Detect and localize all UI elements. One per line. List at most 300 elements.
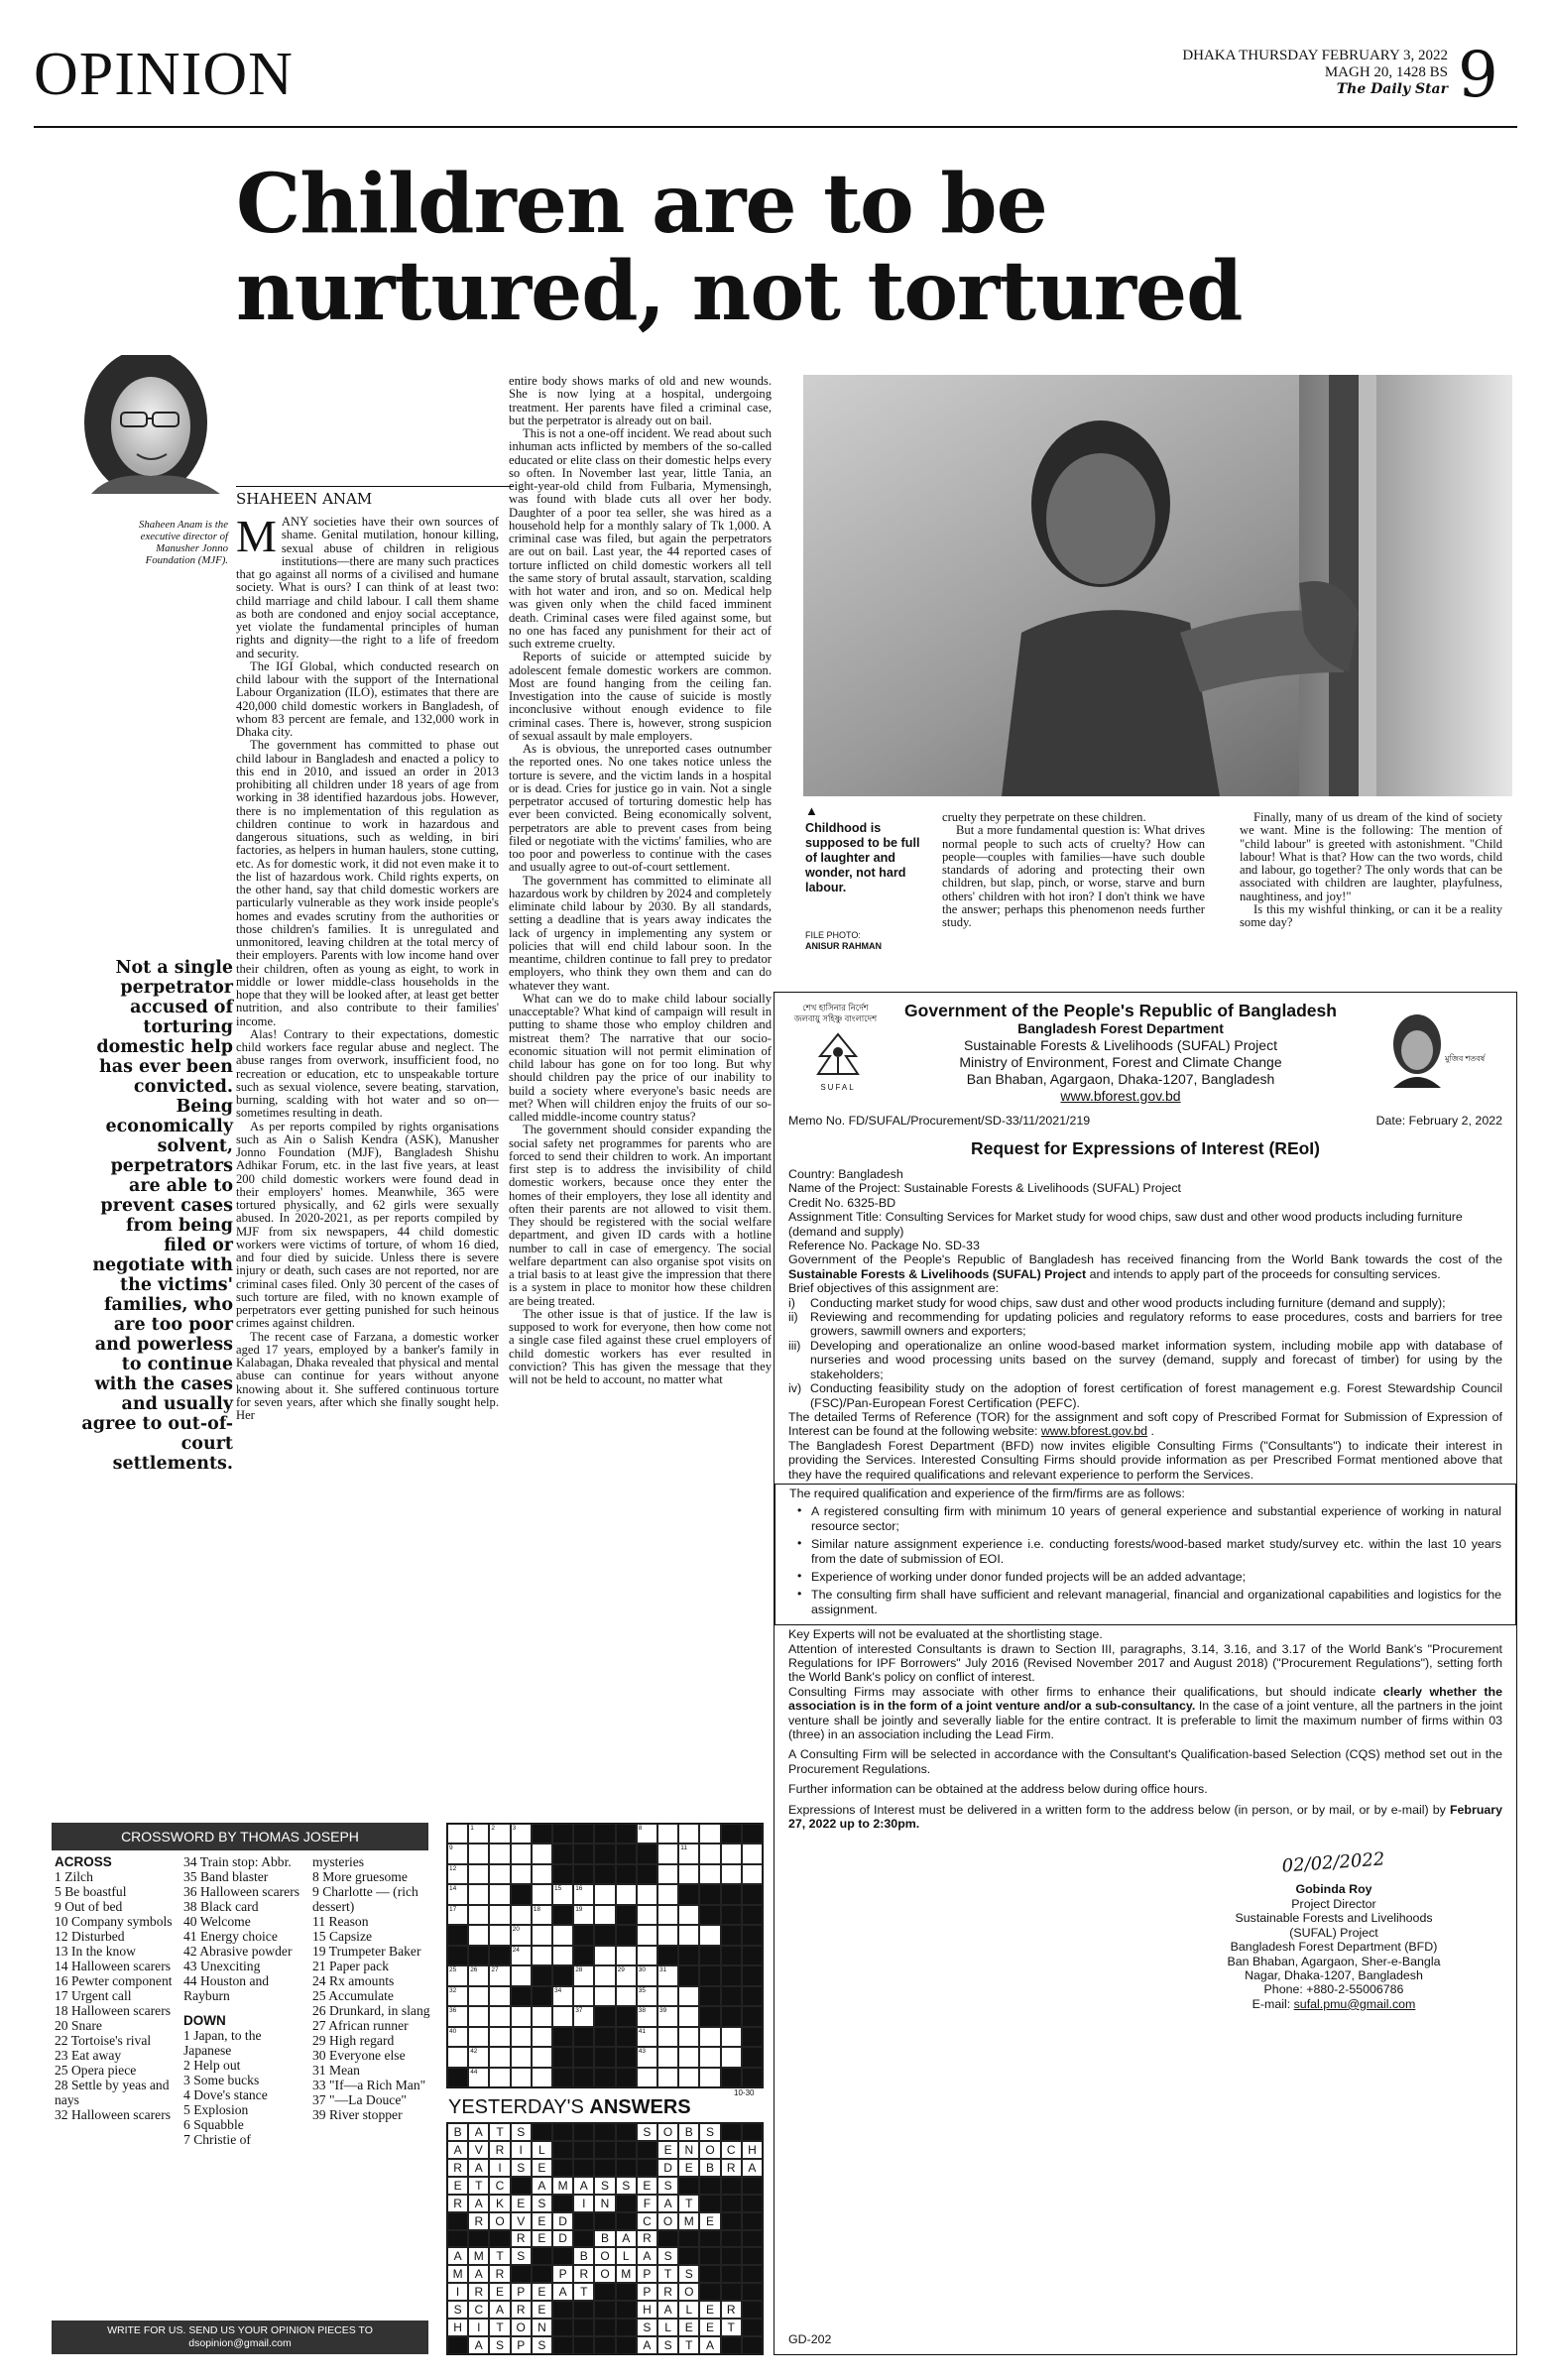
crossword-cell[interactable] bbox=[552, 1986, 573, 2006]
crossword-cell-number: 39 bbox=[659, 2007, 667, 2015]
dateline-bengali-date: MAGH 20, 1428 BS bbox=[1324, 64, 1448, 80]
answer-black-cell bbox=[742, 2319, 763, 2336]
answers-title-bold: ANSWERS bbox=[589, 2096, 691, 2118]
crossword-cell[interactable] bbox=[532, 2068, 552, 2087]
crossword-cell-number: 31 bbox=[659, 1966, 667, 1974]
answer-cell: I bbox=[468, 2319, 489, 2336]
crossword-black-cell bbox=[552, 2047, 573, 2067]
crossword-black-cell bbox=[742, 1824, 763, 1844]
crossword-black-cell bbox=[721, 2068, 742, 2087]
crossword-cell-number: 28 bbox=[575, 1966, 583, 1974]
answer-cell: D bbox=[552, 2230, 573, 2248]
author-bio: Shaheen Anam is the executive director of Manusher Jonno Foundation (MJF). bbox=[138, 519, 228, 566]
ad-objective bbox=[788, 1381, 1502, 1410]
answer-cell: R bbox=[468, 2212, 489, 2230]
answer-cell: V bbox=[511, 2212, 532, 2230]
crossword-cell[interactable] bbox=[532, 2047, 552, 2067]
qualifications-box bbox=[775, 1484, 1516, 1625]
signer-email-link[interactable]: sufal.pmu@gmail.com bbox=[1293, 1996, 1416, 2011]
article-paragraph: But a more fundamental question is: What drives normal people to such acts of cruelty? How can people—couples with families—have such double standards of adoring and protecting their own children, but slap, pinch, or worse, starve and burn others' children with hot iron? I don't think we have the answer; perhaps this phenomenon needs further study. bbox=[942, 823, 1205, 929]
crossword-cell[interactable] bbox=[678, 1824, 699, 1844]
crossword-cell[interactable] bbox=[657, 2068, 678, 2087]
answer-cell: P bbox=[511, 2336, 532, 2354]
answers-title-light: YESTERDAY'S bbox=[448, 2096, 590, 2118]
crossword-black-cell bbox=[721, 1905, 742, 1925]
crossword-cell[interactable] bbox=[532, 1905, 552, 1925]
answer-black-cell bbox=[742, 2265, 763, 2283]
crossword-cell[interactable] bbox=[657, 1884, 678, 1904]
crossword-cell[interactable] bbox=[594, 1905, 615, 1925]
answer-black-cell bbox=[699, 2195, 720, 2212]
crossword-cell[interactable] bbox=[489, 2068, 510, 2087]
article-paragraph: This is not a one-off incident. We read about such inhuman acts inflicted by members of the so-called educated or elite class on their domestic helps every so often. In November last year, little Tania, an eight-year-old child from Fulbaria, Mymensingh, was found with blade cuts all over her body. Daughter of a poor tea seller, she was hired as a household help for a monthly salary of Tk 1,000. A criminal case was filed, but again the perpetrators are out on bail. Last year, the 44 reported cases of torture inflicted on child domestic workers all tell the same story of brutal assault, starvation, scalding with hot water and iron, and so on. Medical help was given only when the child faced imminent death. Criminal cases were filed against some, but no one has faced any punishment for their act of such extreme cruelty. bbox=[509, 426, 772, 651]
crossword-cell-number: 11 bbox=[680, 1844, 687, 1852]
crossword-cell-number: 32 bbox=[449, 1986, 457, 1994]
crossword-cell[interactable] bbox=[678, 1925, 699, 1945]
crossword-cell[interactable] bbox=[699, 1824, 720, 1844]
crossword-cell[interactable] bbox=[468, 2006, 489, 2026]
crossword-clues-col2 bbox=[183, 1854, 302, 2147]
crossword-cell[interactable] bbox=[489, 1824, 510, 1844]
crossword-black-cell bbox=[594, 2006, 615, 2026]
crossword-cell[interactable] bbox=[678, 1844, 699, 1863]
answer-cell: A bbox=[447, 2247, 468, 2265]
crossword-cell[interactable] bbox=[678, 1986, 699, 2006]
crossword-cell-number: 16 bbox=[575, 1885, 583, 1893]
answer-cell: S bbox=[657, 2177, 678, 2195]
crossword-black-cell bbox=[594, 1925, 615, 1945]
answer-black-cell bbox=[678, 2177, 699, 2195]
crossword-clue: 24 Rx amounts bbox=[312, 1973, 395, 1988]
pull-quote: Not a single perpetrator accused of torturing domestic help has ever been convicted. Being economically solvent, perpetrators are able to prevent cases from being filed or negotiate with the victims' families, who are too poor and powerless to continue with the cases and usually agree to out-of-court settlements. bbox=[81, 958, 233, 1474]
answer-cell: S bbox=[511, 2247, 532, 2265]
crossword-clue: 16 Pewter component bbox=[55, 1973, 173, 1988]
across-heading: ACROSS bbox=[55, 1854, 112, 1869]
crossword-cell[interactable] bbox=[678, 2068, 699, 2087]
ad-website-link[interactable]: www.bforest.gov.bd bbox=[1060, 1088, 1181, 1104]
crossword-cell[interactable] bbox=[552, 1884, 573, 1904]
answer-cell: S bbox=[699, 2123, 720, 2141]
answer-cell: S bbox=[594, 2177, 615, 2195]
crossword-cell-number: 3 bbox=[512, 1825, 517, 1832]
crossword-cell[interactable] bbox=[699, 1864, 720, 1884]
crossword-cell[interactable] bbox=[468, 1965, 489, 1985]
answer-cell: S bbox=[489, 2336, 510, 2354]
article-paragraph: The government should consider expanding the social safety net programmes for parents who are forced to send their children to work. An important first step is to address the invisibility of child domestic workers, because once they enter the homes of their employers, they lose all identity and often their parents are not allowed to visit them. They should be registered with the social welfare department, and given ID cards with a hotline number to call in case of emergency. The social welfare department can also organise spot visits on a trial basis to at least give the impression that there is a system in place to monitor how these children are being treated. bbox=[509, 1123, 772, 1308]
answer-cell: B bbox=[594, 2230, 615, 2248]
ad-objective-text: Conducting market study for wood chips, saw dust and other wood products including furniture (demand and supply); bbox=[810, 1295, 1446, 1310]
crossword-cell[interactable] bbox=[573, 1965, 594, 1985]
crossword-black-cell bbox=[489, 1946, 510, 1965]
crossword-cell[interactable] bbox=[532, 2027, 552, 2047]
clue-list-4 bbox=[312, 1854, 431, 2122]
crossword-clue: 28 Settle by yeas and nays bbox=[55, 2078, 170, 2107]
crossword-cell[interactable] bbox=[447, 1824, 468, 1844]
crossword-cell[interactable] bbox=[594, 1946, 615, 1965]
crossword-clue: 20 Snare bbox=[55, 2018, 102, 2033]
crossword-black-cell bbox=[699, 1884, 720, 1904]
answer-cell: A bbox=[637, 2247, 657, 2265]
crossword-cell-number: 34 bbox=[554, 1986, 562, 1994]
answer-black-cell bbox=[594, 2159, 615, 2177]
crossword-cell[interactable] bbox=[678, 1864, 699, 1884]
crossword-cell[interactable] bbox=[637, 1946, 657, 1965]
crossword-cell[interactable] bbox=[532, 1884, 552, 1904]
crossword-black-cell bbox=[616, 2047, 637, 2067]
crossword-cell-number: 27 bbox=[491, 1966, 499, 1974]
answer-black-cell bbox=[678, 2247, 699, 2265]
crossword-cell[interactable] bbox=[511, 1946, 532, 1965]
answer-cell: R bbox=[511, 2301, 532, 2319]
crossword-black-cell bbox=[552, 1965, 573, 1985]
answer-cell: A bbox=[489, 2301, 510, 2319]
crossword-cell[interactable] bbox=[489, 2006, 510, 2026]
crossword-cell[interactable] bbox=[447, 2006, 468, 2026]
answer-cell: A bbox=[468, 2265, 489, 2283]
answer-black-cell bbox=[594, 2212, 615, 2230]
crossword-cell[interactable] bbox=[511, 1925, 532, 1945]
crossword-black-cell bbox=[721, 1986, 742, 2006]
crossword-cell[interactable] bbox=[468, 1925, 489, 1945]
crossword-cell[interactable] bbox=[489, 1864, 510, 1884]
ad-qual-item: • The consulting firm shall have sufficient and relevant managerial, financial and organizational capabilities and logistics for the assignment. bbox=[789, 1588, 1501, 1616]
crossword-cell[interactable] bbox=[699, 1925, 720, 1945]
crossword-cell[interactable] bbox=[657, 1864, 678, 1884]
answer-black-cell bbox=[532, 2123, 552, 2141]
crossword-cell[interactable] bbox=[637, 1884, 657, 1904]
answer-black-cell bbox=[573, 2141, 594, 2159]
crossword-cell[interactable] bbox=[721, 1864, 742, 1884]
answer-cell: V bbox=[468, 2141, 489, 2159]
answer-black-cell bbox=[573, 2319, 594, 2336]
crossword-cell[interactable] bbox=[489, 1986, 510, 2006]
crossword-clue: 4 Dove's stance bbox=[183, 2087, 268, 2102]
byline: SHAHEEN ANAM bbox=[236, 490, 373, 508]
ad-line: Reference No. Package No. SD-33 bbox=[788, 1239, 980, 1253]
article-paragraph: cruelty they perpetrate on these children. bbox=[942, 811, 1146, 824]
answer-black-cell bbox=[511, 2265, 532, 2283]
crossword-cell[interactable] bbox=[552, 2006, 573, 2026]
crossword-cell[interactable] bbox=[511, 1824, 532, 1844]
answer-cell: I bbox=[573, 2195, 594, 2212]
crossword-cell[interactable] bbox=[594, 1986, 615, 2006]
dateline bbox=[1071, 48, 1448, 98]
crossword-cell[interactable] bbox=[616, 1884, 637, 1904]
answer-black-cell bbox=[616, 2283, 637, 2301]
crossword-cell[interactable] bbox=[447, 2047, 468, 2067]
down-heading: DOWN bbox=[183, 2013, 226, 2028]
mujib-logo-text: মুজিব শতবর্ষ bbox=[1445, 1054, 1486, 1063]
crossword-cell[interactable] bbox=[637, 1824, 657, 1844]
crossword-cell[interactable] bbox=[657, 2006, 678, 2026]
answer-black-cell bbox=[552, 2319, 573, 2336]
crossword-cell[interactable] bbox=[699, 1844, 720, 1863]
answer-black-cell bbox=[721, 2247, 742, 2265]
crossword-cell[interactable] bbox=[468, 1844, 489, 1863]
crossword-cell[interactable] bbox=[511, 2006, 532, 2026]
crossword-black-cell bbox=[637, 1864, 657, 1884]
reoi-advertisement bbox=[774, 992, 1517, 2355]
crossword-black-cell bbox=[552, 1864, 573, 1884]
signer-line: Bangladesh Forest Department (BFD) bbox=[1230, 1940, 1438, 1955]
answer-cell: E bbox=[637, 2177, 657, 2195]
crossword-clue: 12 Disturbed bbox=[55, 1929, 125, 1944]
crossword-cell[interactable] bbox=[573, 1986, 594, 2006]
crossword-cell[interactable] bbox=[468, 2027, 489, 2047]
answer-black-cell bbox=[742, 2283, 763, 2301]
answer-cell: T bbox=[489, 2319, 510, 2336]
crossword-cell[interactable] bbox=[532, 2006, 552, 2026]
ad-objective-num: iii) bbox=[788, 1338, 801, 1353]
answer-cell: T bbox=[678, 2195, 699, 2212]
signer-line: Ban Bhaban, Agargaon, Sher-e-Bangla bbox=[1227, 1954, 1441, 1968]
answer-cell: N bbox=[594, 2195, 615, 2212]
crossword-cell[interactable] bbox=[721, 2027, 742, 2047]
signer-line: Sustainable Forests and Livelihoods bbox=[1235, 1911, 1433, 1926]
crossword-cell[interactable] bbox=[489, 1844, 510, 1863]
crossword-black-cell bbox=[742, 2027, 763, 2047]
crossword-clue: 26 Drunkard, in slang bbox=[312, 2003, 430, 2018]
crossword-cell[interactable] bbox=[468, 2047, 489, 2067]
crossword-cell[interactable] bbox=[489, 1884, 510, 1904]
answer-black-cell bbox=[594, 2123, 615, 2141]
crossword-cell[interactable] bbox=[468, 1884, 489, 1904]
photo-credit bbox=[805, 930, 924, 952]
crossword-cell[interactable] bbox=[721, 2047, 742, 2067]
crossword-black-cell bbox=[511, 1884, 532, 1904]
crossword-clue: 38 Black card bbox=[183, 1899, 259, 1914]
crossword-cell[interactable] bbox=[637, 1925, 657, 1945]
crossword-clue: 5 Be boastful bbox=[55, 1884, 127, 1899]
crossword-footer-email[interactable]: dsopinion@gmail.com bbox=[188, 2337, 292, 2349]
crossword-cell[interactable] bbox=[447, 1884, 468, 1904]
ad-tor-link[interactable]: www.bforest.gov.bd bbox=[1040, 1424, 1148, 1439]
crossword-black-cell bbox=[616, 1844, 637, 1863]
answer-cell: C bbox=[468, 2301, 489, 2319]
crossword-cell[interactable] bbox=[637, 1986, 657, 2006]
answer-cell: S bbox=[657, 2247, 678, 2265]
crossword-black-cell bbox=[573, 1844, 594, 1863]
answer-black-cell bbox=[657, 2230, 678, 2248]
crossword-cell[interactable] bbox=[511, 2027, 532, 2047]
crossword-black-cell bbox=[594, 1844, 615, 1863]
crossword-cell[interactable] bbox=[468, 1864, 489, 1884]
crossword-clue: 22 Tortoise's rival bbox=[55, 2033, 152, 2048]
answer-cell: A bbox=[468, 2123, 489, 2141]
ad-ministry: Ministry of Environment, Forest and Climate Change bbox=[959, 1054, 1282, 1070]
crossword-cell[interactable] bbox=[637, 1965, 657, 1985]
answer-cell: R bbox=[447, 2159, 468, 2177]
answer-cell: T bbox=[468, 2177, 489, 2195]
crossword-cell[interactable] bbox=[573, 2006, 594, 2026]
crossword-black-cell bbox=[616, 1905, 637, 1925]
crossword-cell[interactable] bbox=[468, 1824, 489, 1844]
crossword-cell[interactable] bbox=[637, 2047, 657, 2067]
crossword-cell[interactable] bbox=[657, 1844, 678, 1863]
crossword-cell[interactable] bbox=[511, 2068, 532, 2087]
crossword-cell-number: 29 bbox=[617, 1966, 625, 1974]
answer-black-cell bbox=[721, 2230, 742, 2248]
ad-code: GD-202 bbox=[788, 2331, 832, 2346]
ad-gov-title: Government of the People's Republic of Bangladesh bbox=[904, 1001, 1337, 1020]
crossword-clue: 19 Trumpeter Baker bbox=[312, 1944, 421, 1959]
crossword-cell[interactable] bbox=[678, 2047, 699, 2067]
crossword-cell-number: 20 bbox=[512, 1926, 520, 1934]
crossword-cell[interactable] bbox=[468, 1986, 489, 2006]
crossword-cell[interactable] bbox=[468, 1905, 489, 1925]
crossword-cell[interactable] bbox=[447, 1905, 468, 1925]
header-rule bbox=[34, 126, 1517, 128]
crossword-cell[interactable] bbox=[532, 1946, 552, 1965]
memo-row bbox=[788, 1114, 1502, 1131]
answer-cell: N bbox=[678, 2141, 699, 2159]
crossword-cell[interactable] bbox=[637, 2027, 657, 2047]
crossword-cell[interactable] bbox=[678, 1905, 699, 1925]
crossword-clue: 31 Mean bbox=[312, 2063, 360, 2078]
answer-black-cell bbox=[447, 2230, 468, 2248]
crossword-cell[interactable] bbox=[447, 2027, 468, 2047]
crossword-cell[interactable] bbox=[489, 2047, 510, 2067]
crossword-cell[interactable] bbox=[699, 2027, 720, 2047]
answer-black-cell bbox=[699, 2283, 720, 2301]
answer-black-cell bbox=[594, 2301, 615, 2319]
answer-cell: E bbox=[489, 2283, 510, 2301]
crossword-clue: 33 "If—a Rich Man" bbox=[312, 2078, 426, 2092]
crossword-cell[interactable] bbox=[489, 2027, 510, 2047]
page-number: 9 bbox=[1458, 39, 1498, 112]
crossword-black-cell bbox=[552, 2027, 573, 2047]
crossword-clue: 23 Eat away bbox=[55, 2048, 122, 2063]
answer-black-cell bbox=[447, 2212, 468, 2230]
crossword-black-cell bbox=[742, 1965, 763, 1985]
crossword-cell[interactable] bbox=[742, 1844, 763, 1863]
answer-cell: M bbox=[468, 2247, 489, 2265]
crossword-cell[interactable] bbox=[532, 1864, 552, 1884]
answer-black-cell bbox=[742, 2230, 763, 2248]
crossword-cell[interactable] bbox=[447, 1844, 468, 1863]
crossword-cell[interactable] bbox=[489, 1905, 510, 1925]
crossword-cell[interactable] bbox=[594, 1884, 615, 1904]
crossword-cell[interactable] bbox=[678, 2027, 699, 2047]
ad-header bbox=[788, 1001, 1502, 1108]
crossword-cell[interactable] bbox=[657, 2027, 678, 2047]
answer-black-cell bbox=[742, 2336, 763, 2354]
ad-dept: Bangladesh Forest Department bbox=[1017, 1020, 1224, 1036]
crossword-cell[interactable] bbox=[468, 2068, 489, 2087]
crossword-cell[interactable] bbox=[637, 2068, 657, 2087]
crossword-clues-col3 bbox=[312, 1854, 431, 2122]
crossword-cell[interactable] bbox=[742, 1864, 763, 1884]
photo-credit-label: FILE PHOTO: bbox=[805, 930, 861, 940]
answer-cell: A bbox=[573, 2177, 594, 2195]
crossword-cell[interactable] bbox=[447, 1986, 468, 2006]
crossword-cell[interactable] bbox=[657, 2047, 678, 2067]
answer-cell: S bbox=[532, 2195, 552, 2212]
crossword-cell[interactable] bbox=[573, 1905, 594, 1925]
crossword-cell[interactable] bbox=[657, 1824, 678, 1844]
crossword-cell-number: 24 bbox=[512, 1946, 520, 1954]
answer-cell: P bbox=[637, 2265, 657, 2283]
answer-cell: E bbox=[447, 2177, 468, 2195]
answer-cell: M bbox=[447, 2265, 468, 2283]
photo-caption: Childhood is supposed to be full of laughter and wonder, not hard labour. bbox=[805, 821, 920, 894]
article-paragraph: The other issue is that of justice. If the law is supposed to work for everyone, then how come not a single case filed against these cruel employers of child domestic workers has ever resulted in conviction? This has given the message that they will not be held to account, no matter what bbox=[509, 1306, 772, 1386]
crossword-cell[interactable] bbox=[616, 1946, 637, 1965]
crossword-black-cell bbox=[447, 1925, 468, 1945]
crossword-cell-number: 18 bbox=[533, 1905, 541, 1913]
dateline-date: DHAKA THURSDAY FEBRUARY 3, 2022 bbox=[1182, 48, 1448, 63]
crossword-clue: 43 Unexciting bbox=[183, 1959, 261, 1973]
crossword-cell[interactable] bbox=[447, 1864, 468, 1884]
article-paragraph: Is this my wishful thinking, or can it be a reality some day? bbox=[1240, 901, 1502, 929]
crossword-cell[interactable] bbox=[489, 1925, 510, 1945]
crossword-cell[interactable] bbox=[657, 1925, 678, 1945]
crossword-cell[interactable] bbox=[552, 1946, 573, 1965]
crossword-cell[interactable] bbox=[637, 1905, 657, 1925]
crossword-clue: 32 Halloween scarers bbox=[55, 2107, 172, 2122]
answer-black-cell bbox=[552, 2195, 573, 2212]
crossword-cell[interactable] bbox=[616, 1986, 637, 2006]
crossword-cell[interactable] bbox=[573, 1884, 594, 1904]
answer-black-cell bbox=[573, 2212, 594, 2230]
crossword-cell[interactable] bbox=[511, 1905, 532, 1925]
crossword-across-clues bbox=[55, 1854, 179, 2122]
crossword-clue: 41 Energy choice bbox=[183, 1929, 278, 1944]
crossword-black-cell bbox=[721, 1824, 742, 1844]
crossword-cell[interactable] bbox=[721, 1844, 742, 1863]
answer-black-cell bbox=[699, 2177, 720, 2195]
clue-list-1 bbox=[55, 1869, 179, 2122]
crossword-cell[interactable] bbox=[552, 1925, 573, 1945]
crossword-grid[interactable] bbox=[446, 1823, 764, 2088]
ad-tor-pre: The detailed Terms of Reference (TOR) for the assignment and soft copy of Prescribed Format for Submission of Expression of Interest can be found at the following website: bbox=[788, 1409, 1502, 1439]
crossword-cell[interactable] bbox=[511, 1965, 532, 1985]
crossword-black-cell bbox=[552, 1844, 573, 1863]
crossword-clue: 10 Company symbols bbox=[55, 1914, 173, 1929]
answer-cell: S bbox=[637, 2319, 657, 2336]
answer-cell: C bbox=[489, 2177, 510, 2195]
crossword-cell[interactable] bbox=[511, 1844, 532, 1863]
ad-objectives-list bbox=[788, 1296, 1502, 1410]
crossword-black-cell bbox=[742, 2006, 763, 2026]
crossword-cell[interactable] bbox=[699, 2068, 720, 2087]
ad-association bbox=[788, 1685, 1502, 1742]
crossword-cell-number: 26 bbox=[470, 1966, 478, 1974]
answer-black-cell bbox=[616, 2123, 637, 2141]
crossword-cell[interactable] bbox=[637, 2006, 657, 2026]
answer-cell: R bbox=[721, 2301, 742, 2319]
crossword-cell[interactable] bbox=[532, 1925, 552, 1945]
crossword-cell[interactable] bbox=[657, 1965, 678, 1985]
answer-cell: E bbox=[532, 2301, 552, 2319]
answer-cell: T bbox=[657, 2265, 678, 2283]
crossword-cell[interactable] bbox=[678, 2006, 699, 2026]
crossword-cell[interactable] bbox=[657, 1986, 678, 2006]
crossword-cell[interactable] bbox=[511, 1864, 532, 1884]
crossword-cell[interactable] bbox=[489, 1965, 510, 1985]
crossword-clue: 15 Capsize bbox=[312, 1929, 373, 1944]
crossword-cell-number: 36 bbox=[449, 2007, 457, 2015]
crossword-cell[interactable] bbox=[616, 1965, 637, 1985]
crossword-cell[interactable] bbox=[594, 1965, 615, 1985]
crossword-cell[interactable] bbox=[447, 1965, 468, 1985]
signer-line: Nagar, Dhaka-1207, Bangladesh bbox=[1245, 1967, 1423, 1982]
answer-cell: S bbox=[447, 2301, 468, 2319]
crossword-cell[interactable] bbox=[657, 1905, 678, 1925]
crossword-cell[interactable] bbox=[532, 1844, 552, 1863]
crossword-cell[interactable] bbox=[511, 2047, 532, 2067]
crossword-cell[interactable] bbox=[699, 2047, 720, 2067]
